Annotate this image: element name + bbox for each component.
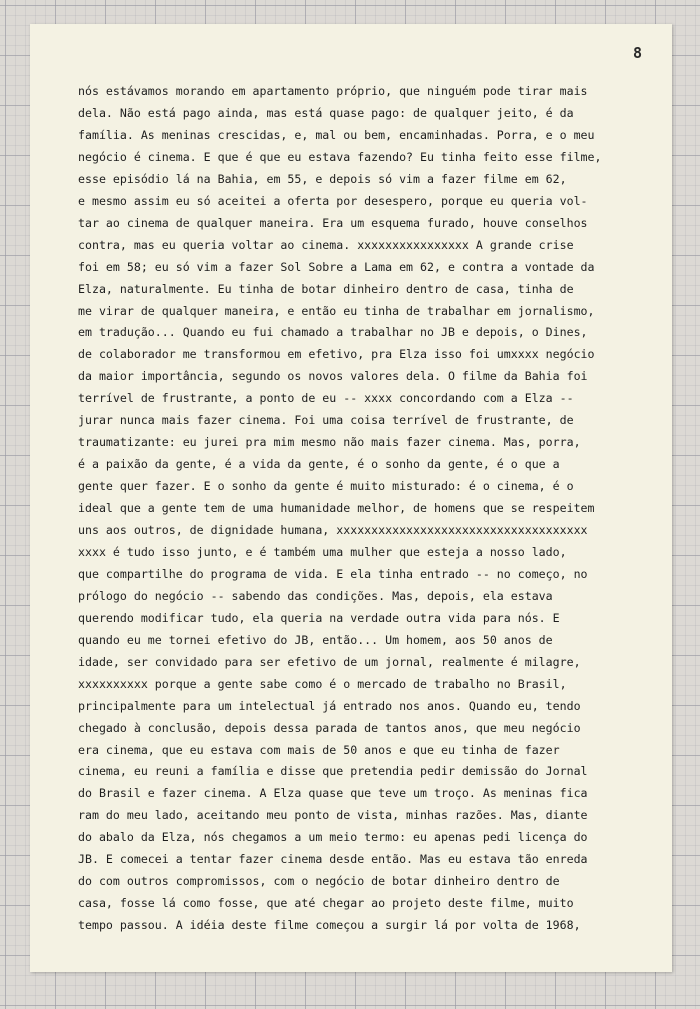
text-line: foi em 58; eu só vim a fazer Sol Sobre a Lama em 62, e contra a vontade da — [78, 259, 595, 274]
text-line: família. As meninas crescidas, e, mal ou bem, encaminhadas. Porra, e o meu — [78, 127, 595, 142]
text-line: esse episódio lá na Bahia, em 55, e depois só vim a fazer filme em 62, — [78, 171, 567, 186]
text-line: do Brasil e fazer cinema. A Elza quase que teve um troço. As meninas fica — [78, 786, 588, 801]
text-line: dela. Não está pago ainda, mas está quase pago: de qualquer jeito, é da — [78, 105, 574, 120]
text-line: do com outros compromissos, com o negócio de botar dinheiro dentro de — [78, 874, 560, 889]
text-line: traumatizante: eu jurei pra mim mesmo não mais fazer cinema. Mas, porra, — [78, 435, 581, 450]
text-line: idade, ser convidado para ser efetivo de um jornal, realmente é milagre, — [78, 654, 581, 669]
text-line: de colaborador me transformou em efetivo, pra Elza isso foi umxxxx negócio — [78, 347, 595, 362]
text-line: terrível de frustrante, a ponto de eu -- xxxx concordando com a Elza -- — [78, 391, 574, 406]
text-line: era cinema, que eu estava com mais de 50 anos e que eu tinha de fazer — [78, 742, 560, 757]
text-line: chegado à conclusão, depois dessa parada de tantos anos, que meu negócio — [78, 720, 581, 735]
page-number: 8 — [633, 44, 643, 62]
text-line: contra, mas eu queria voltar ao cinema. xxxxxxxxxxxxxxxx A grande crise — [78, 237, 574, 252]
text-line: casa, fosse lá como fosse, que até chegar ao projeto deste filme, muito — [78, 896, 574, 911]
text-line: uns aos outros, de dignidade humana, xxxxxxxxxxxxxxxxxxxxxxxxxxxxxxxxxxxx — [78, 523, 588, 537]
text-line: xxxxxxxxxx porque a gente sabe como é o mercado de trabalho no Brasil, — [78, 676, 567, 691]
text-line: tar ao cinema de qualquer maneira. Era um esquema furado, houve conselhos — [78, 215, 588, 230]
text-line: principalmente para um intelectual já entrado nos anos. Quando eu, tendo — [78, 698, 581, 713]
text-line: que compartilhe do programa de vida. E ela tinha entrado -- no começo, no — [78, 566, 588, 581]
text-line: da maior importância, segundo os novos valores dela. O filme da Bahia foi — [78, 369, 588, 384]
text-line: me virar de qualquer maneira, e então eu tinha de trabalhar em jornalismo, — [78, 303, 595, 318]
text-line: tempo passou. A idéia deste filme começou a surgir lá por volta de 1968, — [78, 918, 581, 933]
text-line: do abalo da Elza, nós chegamos a um meio termo: eu apenas pedi licença do — [78, 830, 588, 845]
text-line: quando eu me tornei efetivo do JB, então... Um homem, aos 50 anos de — [78, 632, 553, 647]
text-line: gente quer fazer. E o sonho da gente é muito misturado: é o cinema, é o — [78, 479, 574, 494]
text-line: em tradução... Quando eu fui chamado a trabalhar no JB e depois, o Dines, — [78, 325, 588, 340]
text-line: prólogo do negócio -- sabendo das condições. Mas, depois, ela estava — [78, 588, 553, 603]
text-line: Elza, naturalmente. Eu tinha de botar dinheiro dentro de casa, tinha de — [78, 281, 574, 296]
text-line: é a paixão da gente, é a vida da gente, é o sonho da gente, é o que a — [78, 457, 560, 472]
text-line: cinema, eu reuni a família e disse que pretendia pedir demissão do Jornal — [78, 764, 588, 779]
text-line: JB. E comecei a tentar fazer cinema desde então. Mas eu estava tão enreda — [78, 852, 588, 867]
text-line: nós estávamos morando em apartamento próprio, que ninguém pode tirar mais — [78, 84, 588, 98]
text-line: negócio é cinema. E que é que eu estava fazendo? Eu tinha feito esse filme, — [78, 149, 602, 164]
text-line: ideal que a gente tem de uma humanidade melhor, de homens que se respeitem — [78, 501, 595, 516]
text-line: e mesmo assim eu só aceitei a oferta por desespero, porque eu queria vol- — [78, 193, 588, 208]
text-line: querendo modificar tudo, ela queria na verdade outra vida para nós. E — [78, 610, 560, 625]
text-line: ram do meu lado, aceitando meu ponto de vista, minhas razões. Mas, diante — [78, 808, 588, 823]
text-line: jurar nunca mais fazer cinema. Foi uma coisa terrível de frustrante, de — [78, 413, 574, 428]
text-line: xxxx é tudo isso junto, e é também uma mulher que esteja a nosso lado, — [78, 544, 567, 559]
